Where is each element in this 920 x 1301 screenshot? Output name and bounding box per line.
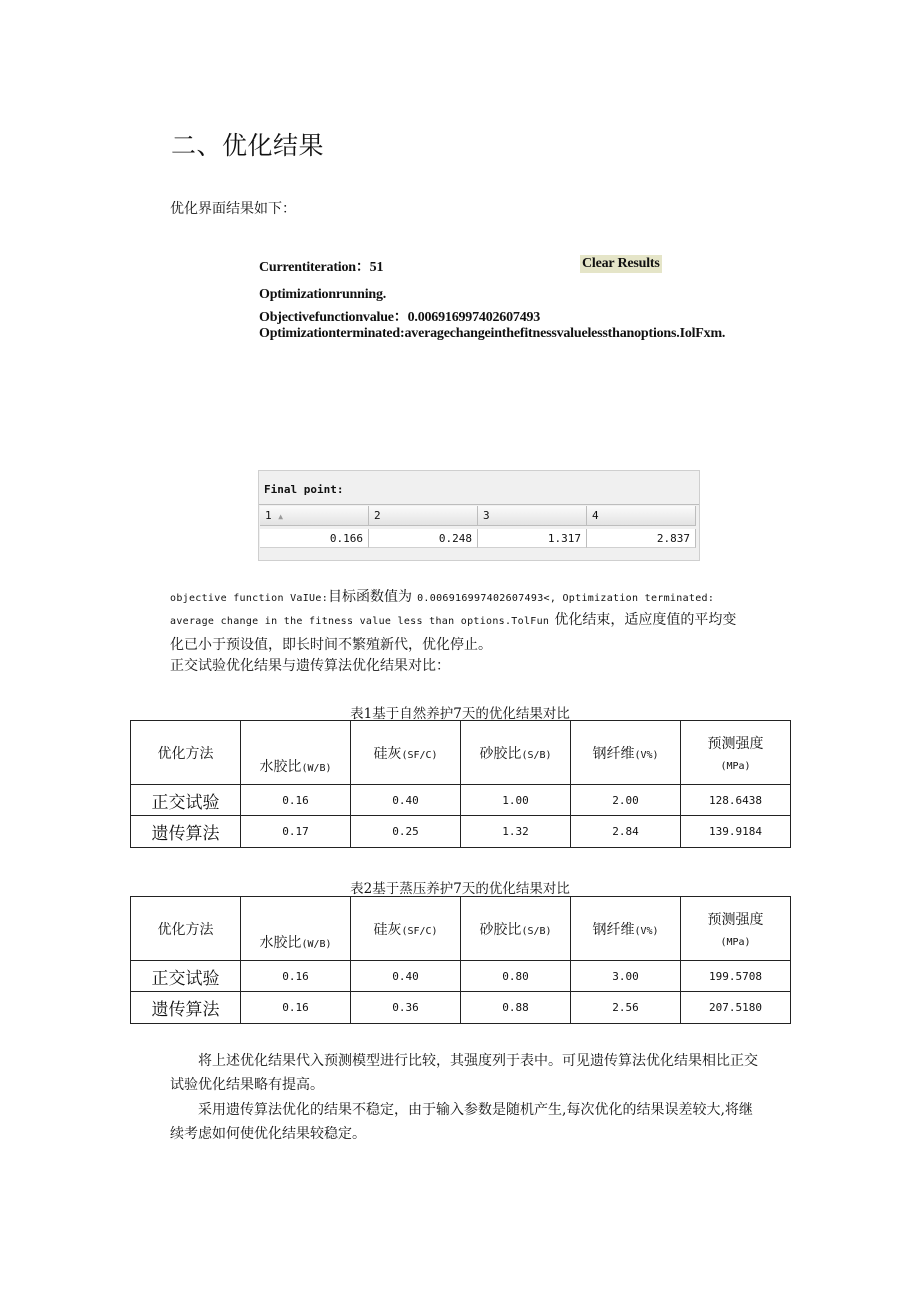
sort-ascending-icon: ▲ <box>278 512 284 521</box>
value-cell: 0.16 <box>241 992 351 1024</box>
table-row <box>131 992 791 1024</box>
value-cell: 0.25 <box>351 816 461 848</box>
objective-value-text: Objectivefunctionvalue：0.006916997402607493 <box>259 310 541 325</box>
value-cell: 0.88 <box>461 992 571 1024</box>
conclusion-p1-line1: 将上述优化结果代入预测模型进行比较，其强度列于表中。可见遗传算法优化结果相比正交 <box>198 1053 758 1069</box>
table-1-caption: 表1基于自然养护7天的优化结果对比 <box>350 706 570 722</box>
explanation-line-2: average change in the fitness value less than options.TolFun 优化结束，适应度值的平均变 <box>170 612 737 628</box>
header-method: 优化方法 <box>131 897 241 961</box>
table-header-row <box>131 721 791 785</box>
conclusion-p2-line1: 采用遗传算法优化的结果不稳定，由于输入参数是随机产生,每次优化的结果误差较大,将继 <box>198 1102 753 1118</box>
final-point-cell[interactable]: 2.837 <box>587 529 696 548</box>
column-header-1[interactable]: 1 ▲ <box>260 506 369 526</box>
value-cell: 0.36 <box>351 992 461 1024</box>
value-cell: 1.00 <box>461 785 571 816</box>
header-sf: 硅灰(SF/C) <box>351 897 461 961</box>
value-cell: 0.40 <box>351 785 461 816</box>
method-cell: 遗传算法 <box>131 816 241 848</box>
value-cell: 0.16 <box>241 785 351 816</box>
header-method: 优化方法 <box>131 721 241 785</box>
clear-results-button[interactable]: Clear Results <box>582 256 660 271</box>
conclusion-p1-line2: 试验优化结果略有提高。 <box>170 1077 324 1093</box>
final-point-cell[interactable]: 0.248 <box>369 529 478 548</box>
intro-text: 优化界面结果如下： <box>170 201 296 217</box>
section-heading: 二、优化结果 <box>171 131 325 160</box>
final-point-divider <box>259 504 699 505</box>
value-cell: 3.00 <box>571 961 681 992</box>
terminated-message: Optimizationterminated:averagechangeinthefitnessvaluelessthanoptions.IolFxm. <box>259 326 726 341</box>
column-header-2[interactable]: 2 <box>369 506 478 526</box>
header-v: 钢纤维(V%) <box>571 721 681 785</box>
header-wb: 水胶比(W/B) <box>241 721 351 785</box>
table-header-row <box>131 897 791 961</box>
value-cell: 128.6438 <box>681 785 791 816</box>
table-row <box>131 961 791 992</box>
table-1 <box>130 720 791 848</box>
method-cell: 正交试验 <box>131 785 241 816</box>
value-cell: 0.17 <box>241 816 351 848</box>
current-iteration-label: Currentiteration：51 <box>259 260 384 275</box>
value-cell: 0.40 <box>351 961 461 992</box>
value-cell: 0.80 <box>461 961 571 992</box>
value-cell: 0.16 <box>241 961 351 992</box>
conclusion-p2-line2: 续考虑如何使优化结果较稳定。 <box>170 1126 366 1142</box>
column-header-3[interactable]: 3 <box>478 506 587 526</box>
value-cell: 2.56 <box>571 992 681 1024</box>
table-2 <box>130 896 791 1024</box>
final-point-cell[interactable]: 1.317 <box>478 529 587 548</box>
final-point-panel <box>258 470 700 561</box>
value-cell: 2.00 <box>571 785 681 816</box>
header-sb: 砂胶比(S/B) <box>461 721 571 785</box>
explanation-line-1: objective function VaIUe:目标函数值为 0.006916997402607493<, Optimization terminated: <box>170 589 715 605</box>
header-strength: 预测强度 (MPa) <box>681 721 791 785</box>
value-cell: 139.9184 <box>681 816 791 848</box>
final-point-title: Final point: <box>264 483 344 496</box>
table-row <box>131 816 791 848</box>
header-strength: 预测强度 (MPa) <box>681 897 791 961</box>
header-sb: 砂胶比(S/B) <box>461 897 571 961</box>
method-cell: 遗传算法 <box>131 992 241 1024</box>
comparison-intro: 正交试验优化结果与遗传算法优化结果对比： <box>170 658 450 674</box>
final-point-value-row <box>260 529 696 548</box>
header-v: 钢纤维(V%) <box>571 897 681 961</box>
final-point-cell[interactable]: 0.166 <box>260 529 369 548</box>
final-point-header-row <box>260 506 696 526</box>
value-cell: 1.32 <box>461 816 571 848</box>
status-running-text: Optimizationrunning. <box>259 287 387 302</box>
table-row <box>131 785 791 816</box>
table-2-caption: 表2基于蒸压养护7天的优化结果对比 <box>350 881 570 897</box>
method-cell: 正交试验 <box>131 961 241 992</box>
header-wb: 水胶比(W/B) <box>241 897 351 961</box>
value-cell: 207.5180 <box>681 992 791 1024</box>
header-sf: 硅灰(SF/C) <box>351 721 461 785</box>
value-cell: 2.84 <box>571 816 681 848</box>
value-cell: 199.5708 <box>681 961 791 992</box>
column-header-4[interactable]: 4 <box>587 506 696 526</box>
explanation-line-3: 化已小于预设值，即长时间不繁殖新代，优化停止。 <box>170 637 492 653</box>
